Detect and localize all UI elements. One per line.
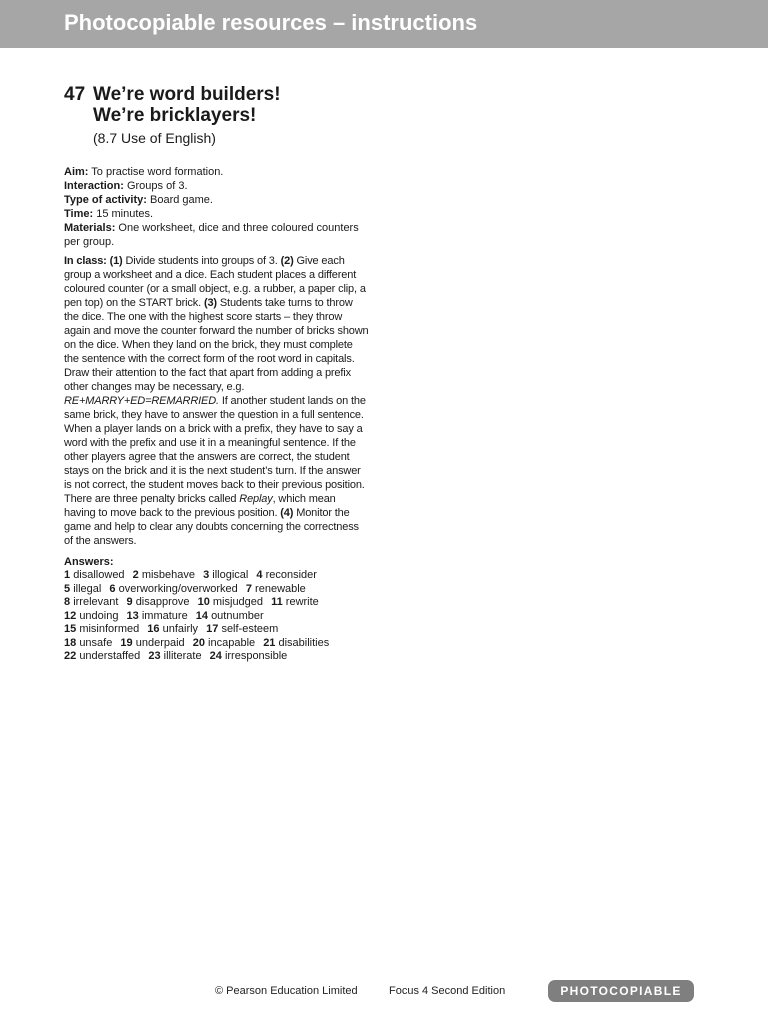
header-title: Photocopiable resources – instructions bbox=[64, 10, 478, 35]
answer-item bbox=[64, 569, 125, 581]
activity-title-line-2: We’re bricklayers! bbox=[93, 105, 257, 126]
answer-word: underpaid bbox=[135, 636, 185, 649]
answer-word: disallowed bbox=[73, 569, 125, 581]
aim-row bbox=[64, 165, 370, 179]
answer-number: 8 bbox=[64, 596, 71, 608]
answer-item bbox=[193, 637, 255, 649]
answer-item bbox=[133, 569, 195, 581]
answer-word: rewrite bbox=[285, 596, 319, 608]
answer-word: disabilities bbox=[278, 636, 330, 649]
answer-number: 16 bbox=[147, 623, 160, 635]
answers-line bbox=[64, 569, 370, 583]
activity-title-block bbox=[64, 84, 370, 147]
answer-item bbox=[127, 596, 190, 608]
word-formation-example: RE+MARRY+ED=REMARRIED. bbox=[64, 395, 219, 407]
answer-number: 19 bbox=[120, 636, 133, 649]
answer-number: 17 bbox=[206, 623, 219, 635]
step-3-marker: (3) bbox=[203, 297, 217, 309]
answer-number: 11 bbox=[271, 596, 283, 608]
activity-type-text: Board game. bbox=[146, 194, 213, 206]
answer-word: overworking/overworked bbox=[118, 582, 238, 595]
answers-heading: Answers: bbox=[64, 556, 114, 568]
answer-item bbox=[263, 637, 329, 649]
answer-number: 1 bbox=[64, 569, 71, 581]
answer-word: reconsider bbox=[265, 569, 317, 581]
answer-number: 21 bbox=[263, 636, 276, 649]
answer-word: renewable bbox=[255, 582, 306, 595]
answers-list bbox=[64, 569, 370, 664]
answer-item bbox=[64, 610, 118, 622]
activity-type-label: Type of activity: bbox=[64, 194, 147, 206]
time-label: Time: bbox=[64, 208, 94, 220]
answer-number: 7 bbox=[245, 582, 252, 595]
step-3-text-c: , which mean having to move back to the previous position. bbox=[64, 493, 336, 519]
time-text: 15 minutes. bbox=[93, 208, 154, 220]
answer-number: 23 bbox=[148, 650, 161, 662]
answer-item bbox=[64, 596, 118, 608]
answer-word: misjudged bbox=[212, 596, 264, 608]
interaction-row bbox=[64, 179, 370, 193]
answer-item bbox=[246, 583, 306, 595]
answers-line bbox=[64, 610, 370, 624]
step-2-text: Give each group a worksheet and a dice. Each student places a different coloured counter (or a small object, e.g. a rubber, a paper clip, a pen top) on the START brick. bbox=[64, 255, 366, 309]
answer-number: 22 bbox=[64, 650, 77, 662]
answer-item bbox=[203, 569, 248, 581]
footer-copyright: © Pearson Education Limited bbox=[215, 985, 358, 997]
step-4-marker: (4) bbox=[280, 507, 294, 519]
answer-item bbox=[210, 650, 288, 662]
answers-line bbox=[64, 623, 370, 637]
replay-term: Replay bbox=[239, 493, 273, 505]
answer-number: 2 bbox=[132, 569, 139, 581]
answer-word: undoing bbox=[79, 609, 119, 622]
answer-number: 10 bbox=[197, 596, 210, 608]
answer-number: 4 bbox=[256, 569, 263, 581]
answer-number: 12 bbox=[64, 609, 77, 622]
answer-item bbox=[64, 583, 101, 595]
answer-word: outnumber bbox=[211, 609, 264, 622]
interaction-text: Groups of 3. bbox=[123, 180, 188, 192]
answer-word: irrelevant bbox=[73, 596, 119, 608]
answer-word: disapprove bbox=[135, 596, 190, 608]
activity-title bbox=[93, 84, 370, 147]
materials-label: Materials: bbox=[64, 222, 116, 234]
materials-row bbox=[64, 221, 370, 249]
answer-word: illiterate bbox=[163, 650, 202, 662]
answer-word: misbehave bbox=[141, 569, 196, 581]
materials-text: One worksheet, dice and three coloured counters per group. bbox=[64, 222, 359, 248]
answers-line bbox=[64, 583, 370, 597]
interaction-label: Interaction: bbox=[64, 180, 124, 192]
answer-number: 18 bbox=[64, 636, 77, 649]
activity-title-line-1: We’re word builders! bbox=[93, 84, 281, 105]
answer-word: illogical bbox=[212, 569, 249, 581]
answer-word: unfairly bbox=[162, 623, 199, 635]
answer-item bbox=[196, 610, 264, 622]
answer-number: 9 bbox=[126, 596, 133, 608]
answers-line bbox=[64, 637, 370, 651]
answer-number: 5 bbox=[64, 582, 71, 595]
step-4-text: Monitor the game and help to clear any doubts concerning the correctness of the answers. bbox=[64, 507, 359, 547]
photocopiable-badge: PHOTOCOPIABLE bbox=[548, 980, 694, 1002]
in-class-paragraph bbox=[64, 254, 370, 548]
aim-label: Aim: bbox=[64, 166, 89, 178]
step-1-text: Divide students into groups of 3. bbox=[122, 255, 281, 267]
answer-number: 13 bbox=[126, 609, 139, 622]
answer-word: irresponsible bbox=[224, 650, 288, 662]
main-content bbox=[64, 84, 370, 664]
answer-word: illegal bbox=[73, 582, 102, 595]
answer-word: unsafe bbox=[79, 636, 113, 649]
answer-word: self-esteem bbox=[221, 623, 279, 635]
answer-number: 20 bbox=[192, 636, 205, 649]
answer-item bbox=[271, 596, 319, 608]
answer-word: understaffed bbox=[79, 650, 141, 662]
activity-subtitle: (8.7 Use of English) bbox=[93, 130, 216, 146]
answer-number: 6 bbox=[109, 582, 116, 595]
time-row bbox=[64, 207, 370, 221]
activity-info bbox=[64, 165, 370, 249]
answer-item bbox=[64, 650, 140, 662]
step-1-marker: (1) bbox=[109, 255, 123, 267]
answer-item bbox=[147, 623, 198, 635]
activity-type-row bbox=[64, 193, 370, 207]
answer-item bbox=[109, 583, 237, 595]
answer-number: 14 bbox=[195, 609, 208, 622]
answer-item bbox=[127, 610, 188, 622]
answer-item bbox=[120, 637, 184, 649]
answer-item bbox=[198, 596, 263, 608]
answer-word: misinformed bbox=[79, 623, 140, 635]
answer-item bbox=[148, 650, 201, 662]
header-bar bbox=[0, 0, 768, 48]
answer-word: incapable bbox=[208, 636, 256, 649]
answers-line bbox=[64, 650, 370, 664]
aim-text: To practise word formation. bbox=[88, 166, 224, 178]
answer-item bbox=[206, 623, 278, 635]
step-3-text-a: Students take turns to throw the dice. The one with the highest score starts – they throw again and move the counter forward the number of bricks shown on the dice. When they land on the brick, they must complete the sentence with the correct form of the root word in capitals. Draw their attention to the fact that apart from adding a prefix other changes may be necessary, e.g. bbox=[64, 297, 369, 393]
answer-item bbox=[256, 569, 317, 581]
step-2-marker: (2) bbox=[280, 255, 294, 267]
answer-number: 15 bbox=[64, 623, 77, 635]
answers-line bbox=[64, 596, 370, 610]
answer-item bbox=[64, 623, 139, 635]
activity-number: 47 bbox=[64, 84, 86, 105]
footer-edition: Focus 4 Second Edition bbox=[389, 985, 506, 997]
in-class-label: In class: bbox=[64, 255, 107, 267]
answer-word: immature bbox=[141, 609, 188, 622]
answer-number: 24 bbox=[209, 650, 222, 662]
answer-item bbox=[64, 637, 112, 649]
answer-number: 3 bbox=[203, 569, 210, 581]
step-3-text-b: If another student lands on the same brick, they have to answer the question in a full sentence. When a player lands on a brick with a prefix, they have to say a word with the prefix and use it in a meaningful sentence. If the other players agree that the answers are correct, the student stays on the brick and it is the next student’s turn. If the answer is not correct, the student moves back to their previous position. There are three penalty bricks called bbox=[64, 395, 366, 505]
